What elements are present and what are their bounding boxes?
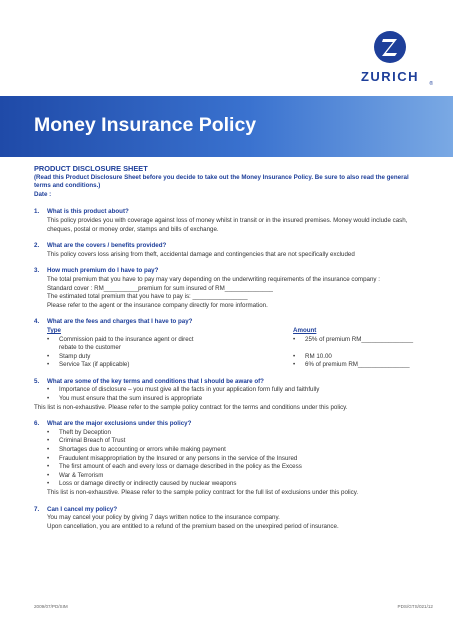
section-4	[34, 318, 426, 370]
section-question: 1. What is this product about?	[34, 208, 129, 216]
registered-mark: ®	[429, 81, 433, 87]
fee-type: Commission paid to the insurance agent or direct rebate to the customer	[59, 335, 194, 352]
fee-row: • Stamp duty • RM 10.00	[47, 352, 332, 360]
date-label: Date :	[34, 190, 52, 198]
fee-row: • Commission paid to the insurance agent or direct rebate to the customer • 25% of premium RM_______________	[47, 335, 414, 352]
sheet-title: PRODUCT DISCLOSURE SHEET	[34, 164, 148, 173]
footer-code-left: 2009/07/PD/SIM	[34, 604, 68, 609]
list-item: • Shortages due to accounting or errors while making payment	[47, 446, 226, 454]
list-item: • Importance of disclosure – you must give all the facts in your application form fully and faithfully	[47, 386, 320, 394]
section-2	[34, 242, 426, 259]
section-text: This policy provides you with coverage against loss of money whilst in transit or in the insured premises. Money would include cash, cheques, postal or money order, stamps and bills of exchange.	[47, 216, 408, 233]
section-7	[34, 506, 426, 532]
section-note: This list is non-exhaustive. Please refer to the sample policy contract for the full list of exclusions under this policy.	[47, 489, 359, 496]
fee-amount: RM 10.00	[305, 352, 332, 360]
sheet-intro: (Read this Product Disclosure Sheet before you decide to take out the Money Insurance Policy. Be sure to also read the general terms and conditions.)	[34, 173, 409, 190]
section-question: 4. What are the fees and charges that I have to pay?	[34, 318, 193, 326]
section-question: 2. What are the covers / benefits provided?	[34, 242, 167, 250]
section-text: You may cancel your policy by giving 7 days written notice to the insurance company.	[47, 514, 280, 522]
fee-row: • Service Tax (if applicable) • 6% of premium RM_______________	[47, 361, 410, 369]
section-1	[34, 208, 426, 234]
section-text: The estimated total premium that you have to pay is: ________________	[47, 293, 248, 301]
list-item: • Loss or damage directly or indirectly caused by nuclear weapons	[47, 480, 237, 488]
brand-name: ZURICH	[360, 69, 420, 84]
section-question: 3. How much premium do I have to pay?	[34, 267, 159, 275]
fee-amount: 25% of premium RM_______________	[305, 335, 414, 343]
section-text: Upon cancellation, you are entitled to a refund of the premium based on the unexpired period of insurance.	[47, 522, 339, 530]
section-question: 5. What are some of the key terms and conditions that I should be aware of?	[34, 377, 264, 385]
fee-amount: 6% of premium RM_______________	[305, 361, 410, 369]
list-item: • Theft by Deception	[47, 428, 111, 436]
section-3	[34, 267, 426, 310]
section-text: This policy covers loss arising from theft, accidental damage and contingencies that are not specifically excluded	[47, 250, 355, 258]
section-text: Standard cover : RM__________premium for sum insured of RM______________	[47, 284, 273, 292]
list-item: • War & Terrorism	[47, 471, 104, 479]
section-question: 6. What are the major exclusions under this policy?	[34, 420, 192, 428]
list-item: • The first amount of each and every loss or damage described in the policy as the Excess	[47, 463, 302, 471]
section-5	[34, 378, 426, 412]
section-text: Please refer to the agent or the insurance company directly for more information.	[47, 301, 268, 309]
section-text: The total premium that you have to pay may vary depending on the underwriting requirements of the insurance company :	[47, 275, 380, 283]
type-header: Type	[47, 326, 61, 334]
fee-type: Service Tax (if applicable)	[59, 361, 130, 369]
title-banner	[0, 96, 453, 157]
fees-header	[47, 327, 426, 336]
fee-type: Stamp duty	[59, 352, 91, 360]
section-question: 7. Can I cancel my policy?	[34, 505, 118, 513]
section-note: This list is non-exhaustive. Please refer to the sample policy contract for the terms and conditions under this policy.	[34, 403, 348, 411]
page-title: Money Insurance Policy	[34, 114, 257, 136]
footer-code-right: PDS/GTS/021/12	[397, 604, 433, 609]
list-item: • Fraudulent misappropriation by the Insured or any persons in the service of the Insured	[47, 454, 298, 462]
zurich-logo	[335, 31, 445, 87]
disclosure-content	[34, 165, 426, 539]
amount-header: Amount	[293, 326, 317, 334]
list-item: • Criminal Breach of Trust	[47, 437, 126, 445]
section-6	[34, 420, 426, 497]
list-item: • You must ensure that the sum insured is appropriate	[47, 395, 203, 403]
zurich-z-icon	[374, 31, 406, 63]
